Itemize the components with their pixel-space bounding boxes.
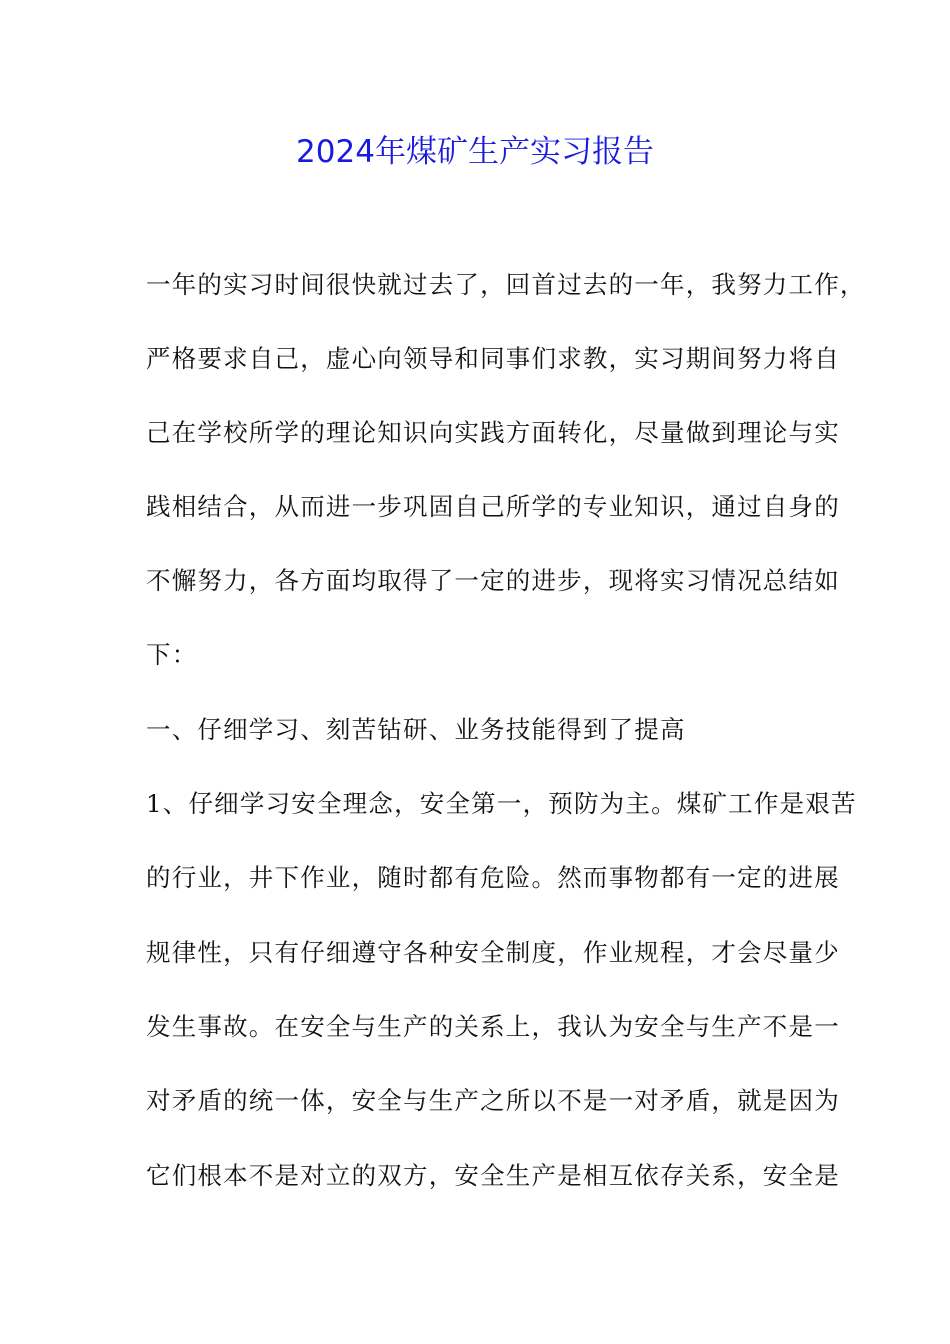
section-heading: 一、仔细学习、刻苦钻研、业务技能得到了提高 (146, 715, 686, 744)
paragraph-line: 己在学校所学的理论知识向实践方面转化，尽量做到理论与实 (146, 418, 840, 447)
paragraph-line: 的行业，井下作业，随时都有危险。然而事物都有一定的进展 (146, 863, 840, 892)
paragraph-line: 严格要求自己，虚心向领导和同事们求教，实习期间努力将自 (146, 344, 840, 373)
paragraph-line: 1、仔细学习安全理念，安全第一，预防为主。煤矿工作是艰苦 (146, 789, 857, 818)
paragraph-line: 对矛盾的统一体，安全与生产之所以不是一对矛盾，就是因为 (146, 1086, 840, 1115)
paragraph-line: 一年的实习时间很快就过去了，回首过去的一年，我努力工作， (146, 270, 866, 299)
paragraph-line: 它们根本不是对立的双方，安全生产是相互依存关系，安全是 (146, 1161, 840, 1190)
paragraph-line: 发生事故。在安全与生产的关系上，我认为安全与生产不是一 (146, 1012, 840, 1041)
paragraph-line: 规律性，只有仔细遵守各种安全制度，作业规程，才会尽量少 (146, 938, 840, 967)
document-title: 2024年煤矿生产实习报告 (296, 134, 654, 170)
paragraph-line: 不懈努力，各方面均取得了一定的进步，现将实习情况总结如 (146, 566, 840, 595)
paragraph-line: 践相结合，从而进一步巩固自己所学的专业知识，通过自身的 (146, 492, 840, 521)
paragraph-line: 下： (146, 640, 198, 669)
